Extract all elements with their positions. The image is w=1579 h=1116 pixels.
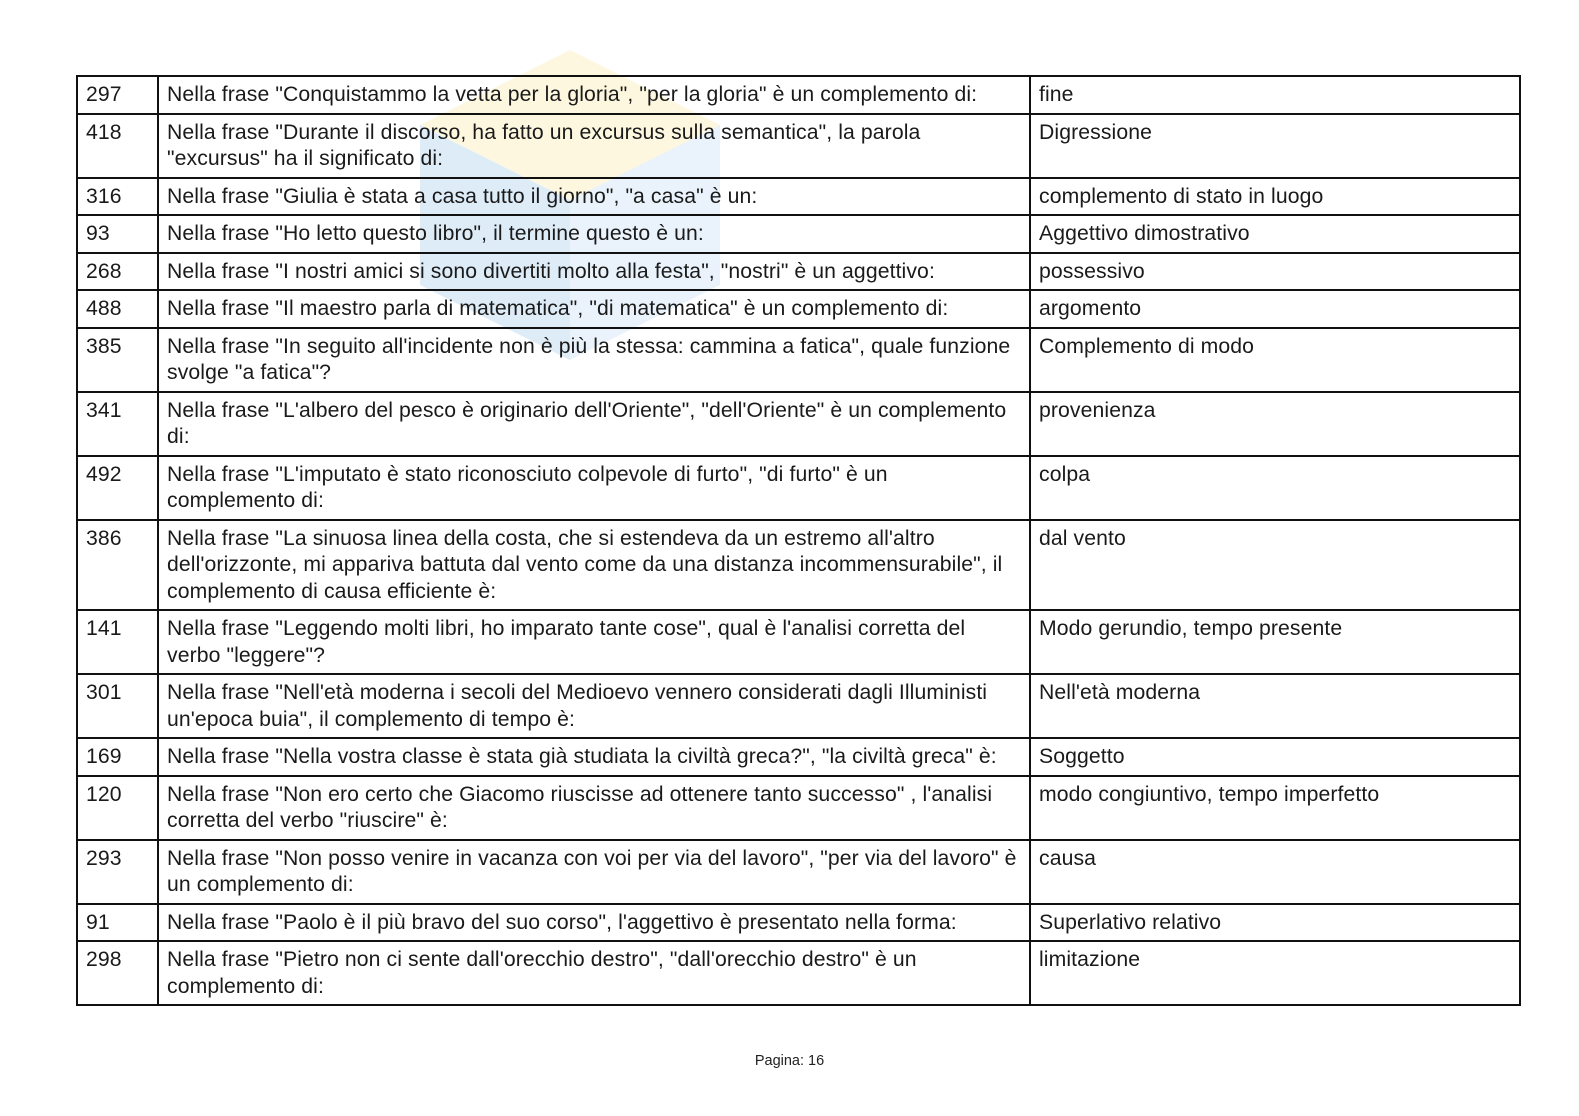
table-row bbox=[77, 114, 1520, 178]
cell-id: 268 bbox=[77, 253, 158, 291]
cell-question: Nella frase "Durante il discorso, ha fatto un excursus sulla semantica", la parola "excursus" ha il significato di: bbox=[158, 114, 1030, 178]
cell-answer: limitazione bbox=[1030, 941, 1520, 1005]
cell-id: 385 bbox=[77, 328, 158, 392]
cell-id: 91 bbox=[77, 904, 158, 942]
cell-question: Nella frase "Ho letto questo libro", il termine questo è un: bbox=[158, 215, 1030, 253]
cell-question: Nella frase "Non ero certo che Giacomo riuscisse ad ottenere tanto successo" , l'analisi corretta del verbo "riuscire" è: bbox=[158, 776, 1030, 840]
cell-id: 301 bbox=[77, 674, 158, 738]
cell-id: 488 bbox=[77, 290, 158, 328]
cell-question: Nella frase "In seguito all'incidente non è più la stessa: cammina a fatica", quale funzione svolge "a fatica"? bbox=[158, 328, 1030, 392]
cell-answer: causa bbox=[1030, 840, 1520, 904]
cell-answer: Superlativo relativo bbox=[1030, 904, 1520, 942]
cell-answer: argomento bbox=[1030, 290, 1520, 328]
table-row bbox=[77, 215, 1520, 253]
cell-question: Nella frase "Paolo è il più bravo del suo corso", l'aggettivo è presentato nella forma: bbox=[158, 904, 1030, 942]
cell-id: 298 bbox=[77, 941, 158, 1005]
cell-id: 141 bbox=[77, 610, 158, 674]
cell-question: Nella frase "Nella vostra classe è stata già studiata la civiltà greca?", "la civiltà greca" è: bbox=[158, 738, 1030, 776]
cell-id: 341 bbox=[77, 392, 158, 456]
cell-question: Nella frase "La sinuosa linea della costa, che si estendeva da un estremo all'altro dell'orizzonte, mi appariva battuta dal vento come da una distanza incommensurabile", il complemento di causa efficiente è: bbox=[158, 520, 1030, 611]
cell-question: Nella frase "Leggendo molti libri, ho imparato tante cose", qual è l'analisi corretta del verbo "leggere"? bbox=[158, 610, 1030, 674]
table-row bbox=[77, 776, 1520, 840]
table-row bbox=[77, 456, 1520, 520]
table-row bbox=[77, 520, 1520, 611]
cell-answer: Soggetto bbox=[1030, 738, 1520, 776]
page-footer bbox=[0, 1053, 1579, 1069]
cell-answer: Complemento di modo bbox=[1030, 328, 1520, 392]
table-row bbox=[77, 610, 1520, 674]
cell-id: 120 bbox=[77, 776, 158, 840]
cell-question: Nella frase "L'albero del pesco è originario dell'Oriente", "dell'Oriente" è un complemento di: bbox=[158, 392, 1030, 456]
cell-id: 293 bbox=[77, 840, 158, 904]
table-row bbox=[77, 328, 1520, 392]
cell-id: 297 bbox=[77, 76, 158, 114]
cell-id: 169 bbox=[77, 738, 158, 776]
table-row bbox=[77, 941, 1520, 1005]
cell-id: 316 bbox=[77, 178, 158, 216]
table-row bbox=[77, 738, 1520, 776]
questions-table bbox=[76, 75, 1521, 1006]
cell-answer: modo congiuntivo, tempo imperfetto bbox=[1030, 776, 1520, 840]
cell-answer: Nell'età moderna bbox=[1030, 674, 1520, 738]
table-row bbox=[77, 840, 1520, 904]
table-row bbox=[77, 392, 1520, 456]
table-row bbox=[77, 76, 1520, 114]
cell-question: Nella frase "Conquistammo la vetta per la gloria", "per la gloria" è un complemento di: bbox=[158, 76, 1030, 114]
table-row bbox=[77, 674, 1520, 738]
cell-question: Nella frase "Giulia è stata a casa tutto il giorno", "a casa" è un: bbox=[158, 178, 1030, 216]
cell-answer: Digressione bbox=[1030, 114, 1520, 178]
table-row bbox=[77, 290, 1520, 328]
cell-id: 418 bbox=[77, 114, 158, 178]
cell-answer: Aggettivo dimostrativo bbox=[1030, 215, 1520, 253]
cell-answer: Modo gerundio, tempo presente bbox=[1030, 610, 1520, 674]
cell-question: Nella frase "Pietro non ci sente dall'orecchio destro", "dall'orecchio destro" è un complemento di: bbox=[158, 941, 1030, 1005]
page-number: Pagina: 16 bbox=[754, 1053, 825, 1069]
cell-question: Nella frase "Non posso venire in vacanza con voi per via del lavoro", "per via del lavoro" è un complemento di: bbox=[158, 840, 1030, 904]
cell-id: 93 bbox=[77, 215, 158, 253]
cell-question: Nella frase "I nostri amici si sono divertiti molto alla festa", "nostri" è un aggettivo: bbox=[158, 253, 1030, 291]
cell-answer: dal vento bbox=[1030, 520, 1520, 611]
cell-answer: colpa bbox=[1030, 456, 1520, 520]
cell-answer: fine bbox=[1030, 76, 1520, 114]
cell-answer: provenienza bbox=[1030, 392, 1520, 456]
table-row bbox=[77, 253, 1520, 291]
cell-answer: possessivo bbox=[1030, 253, 1520, 291]
table-row bbox=[77, 904, 1520, 942]
cell-question: Nella frase "Nell'età moderna i secoli del Medioevo vennero considerati dagli Illuministi un'epoca buia", il complemento di tempo è: bbox=[158, 674, 1030, 738]
cell-question: Nella frase "L'imputato è stato riconosciuto colpevole di furto", "di furto" è un complemento di: bbox=[158, 456, 1030, 520]
table-row bbox=[77, 178, 1520, 216]
cell-question: Nella frase "Il maestro parla di matematica", "di matematica" è un complemento di: bbox=[158, 290, 1030, 328]
cell-id: 386 bbox=[77, 520, 158, 611]
questions-table-body bbox=[77, 76, 1520, 1005]
cell-id: 492 bbox=[77, 456, 158, 520]
cell-answer: complemento di stato in luogo bbox=[1030, 178, 1520, 216]
